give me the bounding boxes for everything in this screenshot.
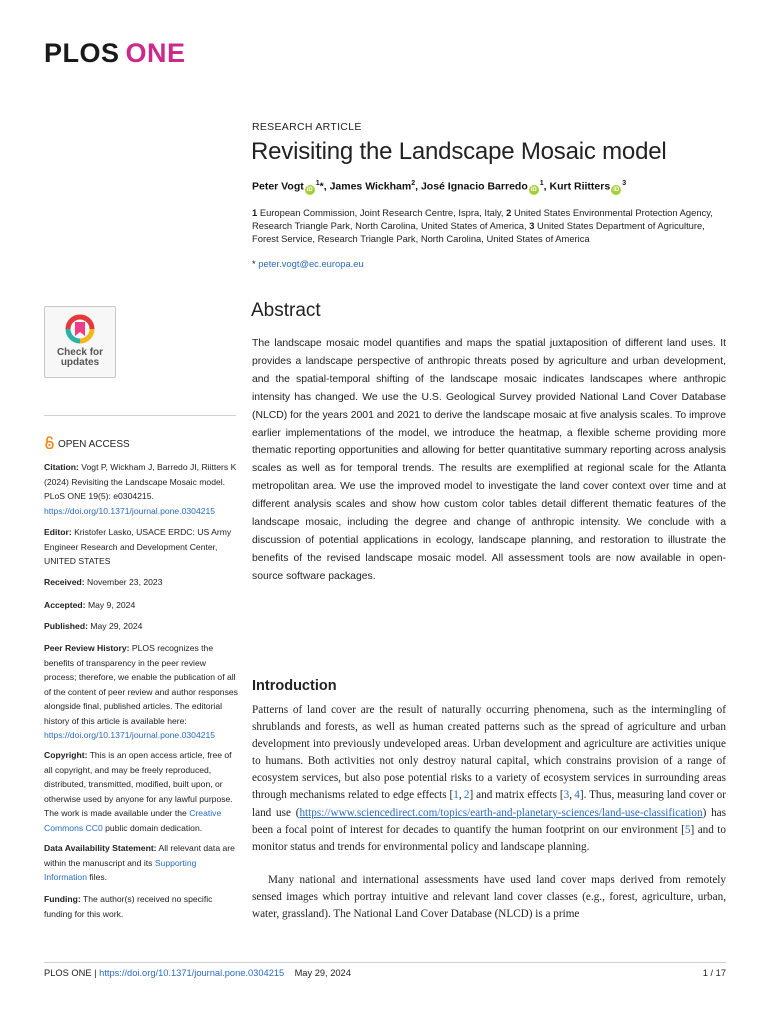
copyright-tail: public domain dedication. xyxy=(105,822,203,833)
affil-number: 3 xyxy=(529,220,535,231)
peer-review-link[interactable]: https://doi.org/10.1371/journal.pone.0304215 xyxy=(44,730,216,740)
copyright-text: This is an open access article, free of all copyright, and may be freely reproduced, distributed, transmitted, modified, built upon, or otherwise used by anyone for any lawful purpose. The work is made available under the xyxy=(44,750,233,818)
author-affil-sup: 3 xyxy=(622,180,627,187)
intro-text: ] and to monitor status and trends for environmental policy and landscape planning. xyxy=(252,823,726,853)
citation-doi-link[interactable]: https://doi.org/10.1371/journal.pone.0304215 xyxy=(44,505,216,516)
intro-text: Patterns of land cover are the result of naturally occurring phenomena, such as the intermingling of shrublands and forests, as well as human created patterns such as the spread of agriculture and urban development into previously undeveloped areas. Urban development and agriculture are activities unique to humans. Both activities not only destroy natural capital, which constrains provision of a range of ecosystem services, but also pose potential risks to a variety of ecosystem services in surrounding areas through mechanisms related to edge effects [ xyxy=(252,704,726,802)
citation-ref[interactable]: 3 xyxy=(563,789,570,802)
open-access-label: OPEN ACCESS xyxy=(58,439,130,450)
introduction-heading: Introduction xyxy=(252,678,337,694)
author-list: Peter Vogt $iD^1*$, James Wickham$^2$, José Ignacio Barredo $iD^1$, Kurt Riitters $iD^3$ xyxy=(252,180,627,193)
check-badge-line1: Check for xyxy=(56,347,104,358)
peer-review-label: Peer Review History: xyxy=(44,643,130,653)
peer-review-text: PLOS recognizes the benefits of transparency in the peer review process; therefore, we enable the publication of all of the content of peer review and author responses alongside final, published articles. The editorial history of this article is available here: xyxy=(44,643,238,726)
citation-label: Citation: xyxy=(44,462,79,472)
accepted-block xyxy=(44,598,240,613)
author-name[interactable]: James Wickham xyxy=(329,180,412,193)
orcid-icon[interactable]: iD xyxy=(306,186,313,193)
citation-ref[interactable]: 2 xyxy=(463,789,470,802)
article-type: RESEARCH ARTICLE xyxy=(252,121,362,133)
author-affil-sup: 2 xyxy=(411,180,416,187)
affil-text: European Commission, Joint Research Centre, Ispra, Italy, xyxy=(259,207,504,218)
open-access xyxy=(44,436,130,450)
cc0-link[interactable]: Creative Commons CC0 xyxy=(44,808,222,833)
intro-text: ]. Thus, measuring land cover or land use ( xyxy=(252,789,726,819)
accepted-date: May 9, 2024 xyxy=(87,600,136,610)
received-block xyxy=(44,575,240,590)
funding-label: Funding: xyxy=(44,894,81,904)
check-for-updates-badge[interactable] xyxy=(44,306,116,378)
bookmark-ring-icon xyxy=(65,314,95,344)
article-title: Revisiting the Landscape Mosaic model xyxy=(251,138,667,165)
footer-journal: PLOS ONE xyxy=(44,968,92,978)
affil-text: United States Department of Agriculture, Forest Service, Research Triangle Park, North Carolina, United States of America xyxy=(252,220,705,244)
orcid-icon[interactable]: iD xyxy=(613,186,620,193)
author-name[interactable]: Peter Vogt xyxy=(252,180,304,193)
intro-paragraph-2: Many national and international assessments have used land cover maps derived from remotely sensed images which portray intuitive and relevant land cover classes (e.g., forest, agriculture, urban, water, grassland). The National Land Cover Database (NLCD) is a prime xyxy=(252,874,726,921)
editor-text: Kristofer Lasko, USACE ERDC: US Army Engineer Research and Development Center, UNITED STATES xyxy=(44,527,232,566)
data-availability-block xyxy=(44,841,240,885)
data-availability-text: All relevant data are within the manuscript and its xyxy=(44,843,235,868)
published-block xyxy=(44,619,240,634)
author-affil-sup: 1 xyxy=(539,180,544,187)
journal-logo[interactable] xyxy=(44,38,186,69)
corresponding-mark: *, xyxy=(319,180,327,193)
citation-text: Vogt P, Wickham J, Barredo JI, Riitters K (2024) Revisiting the Landscape Mosaic model. PLoS ONE 19(5): e0304215. xyxy=(44,462,237,501)
check-badge-text xyxy=(45,348,115,368)
copyright-block xyxy=(44,748,240,835)
footer-divider xyxy=(44,962,726,963)
footer-separator: | xyxy=(94,968,97,978)
copyright-label: Copyright: xyxy=(44,750,88,760)
author-affil-sup: 1 xyxy=(315,180,320,187)
abstract-text: The landscape mosaic model quantifies and maps the spatial juxtaposition of different land uses. It provides a landscape perspective of anthropic threats posed by agriculture and urban development, and the spatial-temporal shifting of the landscape mosaic indicates landscapes where anthropic intensity has changed. We use the U.S. Geological Survey provided National Land Cover Database (NLCD) for the years 2001 and 2021 to derive the landscape mosaic at five analysis scales. To improve earlier implementations of the model, we introduce the heatmap, a flexible scheme providing more thematic reporting opportunities and allowing for better quantitative summary reporting across analysis scales as well as for temporal trends. The results are exemplified at regional scale for the Atlanta metropolitan area. We use the improved model to investigate the land cover context over time and at different analysis scales and show how custom color tables detail different thematic features of the landscape mosaic, including the degree and change of anthropic intensity. We conclude with a discussion of potential applications in ecology, landscape planning, and restoration to illustrate the benefits of the revised landscape mosaic model. All assessment tools are now available in open-source software packages. xyxy=(252,338,726,582)
intro-paragraph-1: Patterns of land cover are the result of naturally occurring phenomena, such as the intermingling of shrublands and forests, as well as human created patterns such as the spread of agriculture and urban development into previously undeveloped areas. Urban development and agriculture are activities unique to humans. Both activities not only destroy natural capital, which constrains provision of a range of ecosystem services, but also pose potential risks to a variety of ecosystem services in surrounding areas through mechanisms related to edge effects [1, 2] and matrix effects [3, 4]. Thus, measuring land cover or land use (https://www.sciencedirect.com/topics/earth-and-planetary-sciences/land-use-classification) has been a focal point of interest for decades to quantify the human footprint on our environment [5] and to monitor status and trends for environmental policy and landscape planning. xyxy=(252,704,726,853)
check-badge-line2: updates xyxy=(60,357,100,368)
orcid-icon[interactable]: iD xyxy=(530,186,537,193)
received-label: Received: xyxy=(44,577,85,587)
data-availability-tail: files. xyxy=(89,872,108,882)
logo-one: ONE xyxy=(125,38,186,68)
affiliations xyxy=(252,206,722,245)
abstract-heading: Abstract xyxy=(251,300,321,321)
funding-block xyxy=(44,892,240,921)
citation-ref[interactable]: 4 xyxy=(574,789,580,802)
affil-number: 1 xyxy=(252,207,258,218)
published-label: Published: xyxy=(44,621,88,631)
correspondence xyxy=(252,258,364,269)
published-date: May 29, 2024 xyxy=(90,621,143,631)
received-date: November 23, 2023 xyxy=(87,577,163,587)
editor-block xyxy=(44,525,240,569)
funding-text: The author(s) received no specific funding for this work. xyxy=(44,894,213,919)
peer-review-block xyxy=(44,641,240,743)
citation-ref[interactable]: 5 xyxy=(684,823,691,836)
intro-text: ) has been a focal point of interest for decades to quantify the human footprint on our environment [ xyxy=(252,806,726,836)
footer-doi-link[interactable]: https://doi.org/10.1371/journal.pone.0304215 xyxy=(99,968,285,978)
editor-label: Editor: xyxy=(44,527,72,537)
email-link[interactable]: peter.vogt@ec.europa.eu xyxy=(258,258,364,269)
supporting-info-link[interactable]: Supporting Information xyxy=(44,857,197,882)
affil-number: 2 xyxy=(506,207,512,218)
footer-date: May 29, 2024 xyxy=(294,968,351,978)
page-number: 1 / 17 xyxy=(702,968,726,978)
corresponding-star: * xyxy=(252,258,256,269)
author-name[interactable]: José Ignacio Barredo xyxy=(420,180,528,193)
intro-text: ] and matrix effects [ xyxy=(469,789,564,802)
footer-citation xyxy=(44,968,351,978)
affil-text: United States Environmental Protection Agency, Research Triangle Park, North Carolina, United States of America, xyxy=(252,207,713,231)
land-use-url-link[interactable]: https://www.sciencedirect.com/topics/earth-and-planetary-sciences/land-use-classification xyxy=(299,806,703,819)
data-availability-label: Data Availability Statement: xyxy=(44,843,157,853)
author-name[interactable]: Kurt Riitters xyxy=(549,180,611,193)
sidebar-divider xyxy=(44,415,236,416)
logo-plos: PLOS xyxy=(44,38,120,68)
citation-ref[interactable]: 1 xyxy=(453,789,459,802)
citation-block xyxy=(44,460,240,518)
open-lock-icon xyxy=(44,436,55,449)
accepted-label: Accepted: xyxy=(44,600,86,610)
